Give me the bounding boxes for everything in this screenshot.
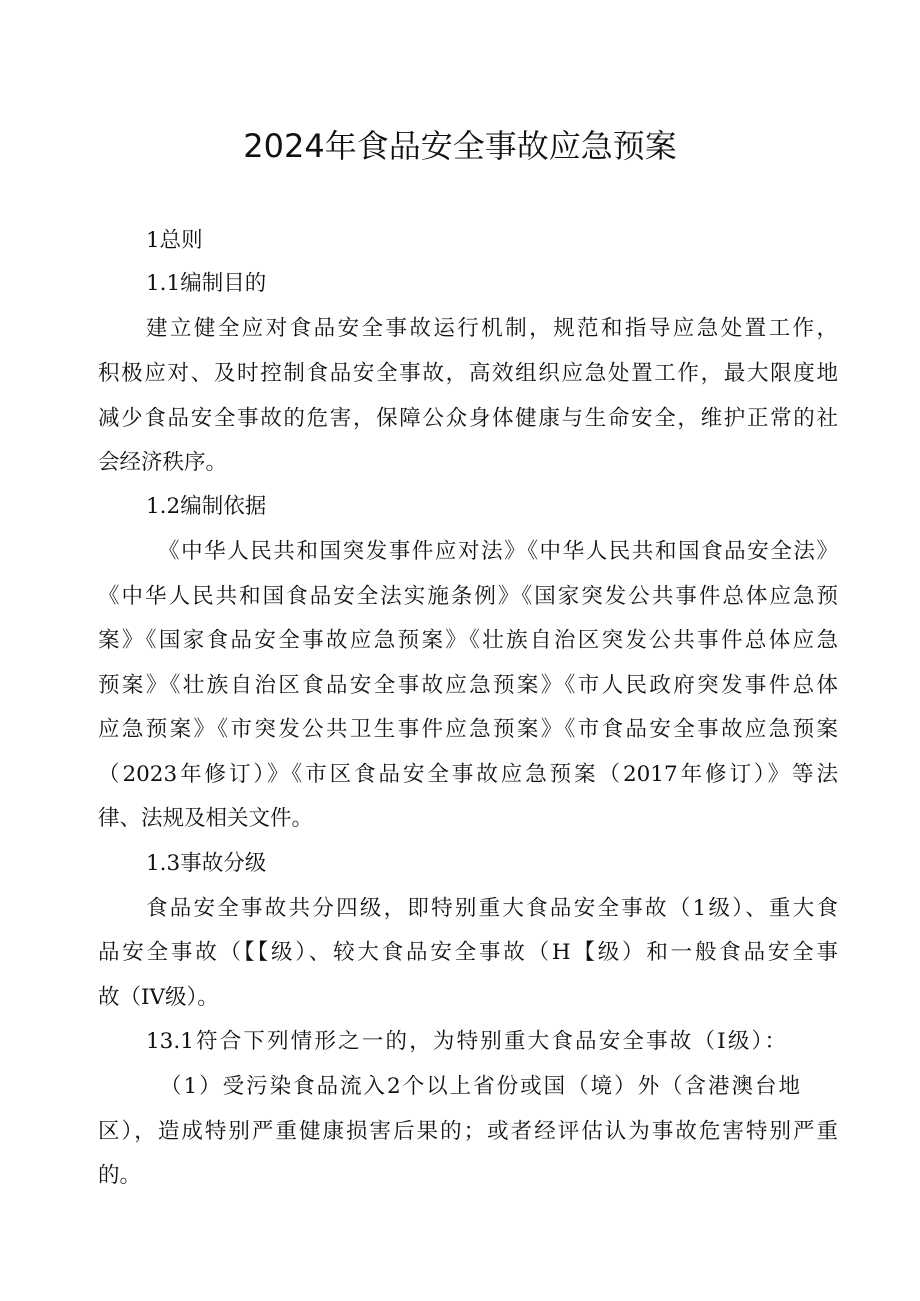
- paragraph-line: 食品安全事故共分四级，即特别重大食品安全事故（1级）、重大食: [146, 896, 838, 921]
- paragraph-line: 会经济秩序。: [98, 450, 228, 475]
- paragraph-line: 故（IV级）。: [98, 985, 219, 1010]
- paragraph-line: 《中华人民共和国突发事件应对法》《中华人民共和国食品安全法》: [158, 539, 838, 564]
- paragraph-line: 案》《国家食品安全事故应急预案》《壮族自治区突发公共事件总体应急: [98, 628, 838, 653]
- paragraph-line: 律、法规及相关文件。: [98, 806, 314, 831]
- section-heading-basis: 1.2编制依据: [146, 494, 267, 519]
- section-heading-purpose: 1.1编制目的: [146, 271, 267, 296]
- paragraph-line: 预案》《壮族自治区食品安全事故应急预案》《市人民政府突发事件总体: [98, 673, 838, 698]
- paragraph-line: 品安全事故（【【级）、较大食品安全事故（H【级）和一般食品安全事: [98, 940, 838, 965]
- subsection-heading-level1: 13.1符合下列情形之一的，为特别重大食品安全事故（I级）：: [146, 1029, 786, 1054]
- paragraph-line: 建立健全应对食品安全事故运行机制，规范和指导应急处置工作，: [146, 316, 838, 341]
- paragraph-line: 《中华人民共和国食品安全法实施条例》《国家突发公共事件总体应急预: [98, 584, 838, 609]
- paragraph-line: 积极应对、及时控制食品安全事故，高效组织应急处置工作，最大限度地: [98, 361, 838, 386]
- document-title: 2024年食品安全事故应急预案: [243, 127, 677, 165]
- list-item-line: 区），造成特别严重健康损害后果的；或者经评估认为事故危害特别严重: [98, 1119, 838, 1144]
- list-item-line: 的。: [98, 1163, 142, 1188]
- paragraph-line: （2023年修订）》《市区食品安全事故应急预案（2017年修订）》等法: [98, 762, 838, 787]
- paragraph-line: 减少食品安全事故的危害，保障公众身体健康与生命安全，维护正常的社: [98, 406, 838, 431]
- list-item-line: （1）受污染食品流入2个以上省份或国（境）外（含港澳台地: [160, 1074, 800, 1099]
- paragraph-line: 应急预案》《市突发公共卫生事件应急预案》《市食品安全事故应急预案: [98, 717, 838, 742]
- section-heading-general: 1总则: [146, 228, 203, 253]
- section-heading-grading: 1.3事故分级: [146, 851, 267, 876]
